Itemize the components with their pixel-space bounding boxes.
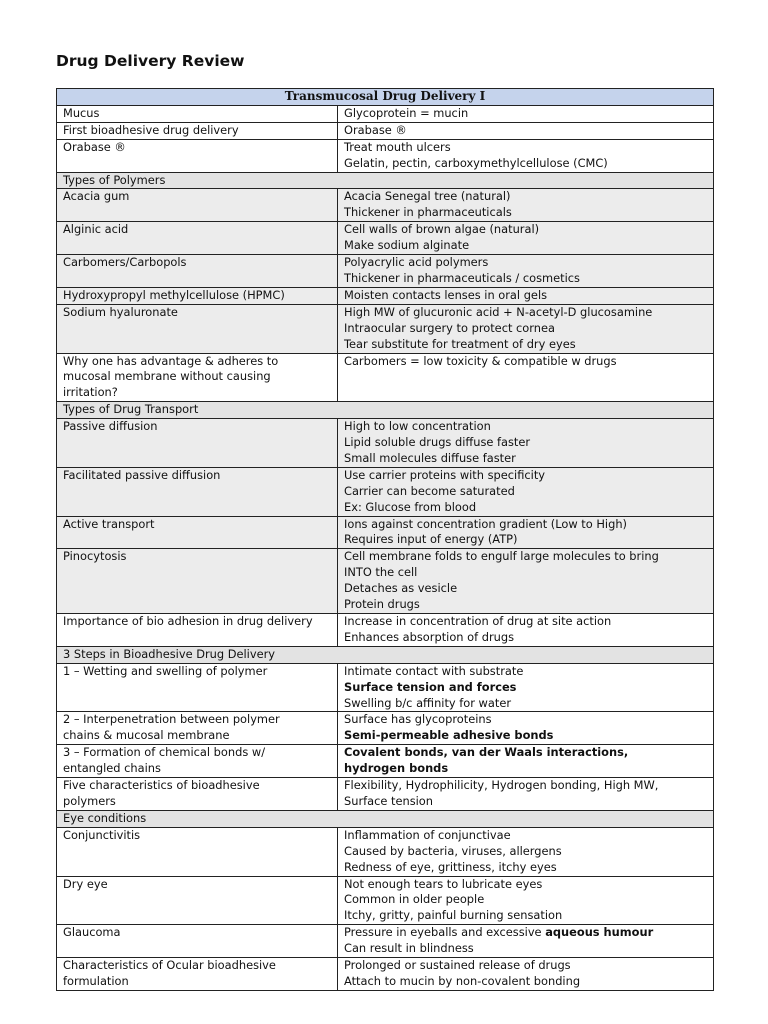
definition-cell — [338, 614, 714, 647]
term-cell — [57, 222, 338, 255]
definition-text: Attach to mucin by non-covalent bonding — [344, 973, 581, 988]
section-header-row — [57, 810, 714, 827]
page-title: Drug Delivery Review — [56, 52, 245, 70]
definition-text: Cell membrane folds to engulf large molecules to bring — [344, 549, 659, 564]
definition-text: Gelatin, pectin, carboxymethylcellulose (CMC) — [344, 155, 608, 170]
term-text: Five characteristics of bioadhesive — [63, 778, 260, 793]
table-row — [57, 353, 714, 402]
table-row — [57, 189, 714, 222]
definition-text: Carbomers = low toxicity & compatible w drugs — [344, 353, 617, 368]
definition-emphasis: Surface tension and forces — [344, 679, 517, 694]
definition-text: Use carrier proteins with specificity — [344, 467, 546, 482]
definition-line — [344, 925, 713, 941]
definition-emphasis: aqueous humour — [545, 925, 654, 940]
table-row — [57, 105, 714, 122]
term-cell — [57, 778, 338, 811]
definition-cell — [338, 516, 714, 549]
term-text: Hydroxypropyl methylcellulose (HPMC) — [63, 287, 285, 302]
term-text: Mucus — [63, 105, 100, 120]
table-row — [57, 304, 714, 353]
definition-emphasis: Semi-permeable adhesive bonds — [344, 728, 554, 743]
section-header: Types of Drug Transport — [57, 402, 714, 419]
definition-cell — [338, 925, 714, 958]
definition-text: Caused by bacteria, viruses, allergens — [344, 843, 562, 858]
definition-emphasis: Covalent bonds, van der Waals interactions, — [344, 745, 629, 760]
term-text: Dry eye — [63, 876, 108, 891]
table-title: Transmucosal Drug Delivery I — [57, 89, 714, 106]
definition-text: Cell walls of brown algae (natural) — [344, 222, 540, 237]
term-cell — [57, 712, 338, 745]
term-text: irritation? — [63, 385, 118, 400]
term-text: Sodium hyaluronate — [63, 304, 178, 319]
definition-text: Surface has glycoproteins — [344, 712, 492, 727]
definition-text: Flexibility, Hydrophilicity, Hydrogen bonding, High MW, — [344, 778, 659, 793]
definition-text: Redness of eye, grittiness, itchy eyes — [344, 859, 557, 874]
term-text: chains & mucosal membrane — [63, 728, 230, 743]
term-text: 2 – Interpenetration between polymer — [63, 712, 280, 727]
term-text: polymers — [63, 793, 116, 808]
term-cell — [57, 122, 338, 139]
definition-cell — [338, 353, 714, 402]
table-row — [57, 122, 714, 139]
term-text: Carbomers/Carbopols — [63, 255, 187, 270]
definition-text: Not enough tears to lubricate eyes — [344, 876, 543, 891]
term-text: 3 – Formation of chemical bonds w/ — [63, 745, 266, 760]
definition-text: Polyacrylic acid polymers — [344, 255, 489, 270]
review-table — [56, 88, 714, 991]
definition-text: Enhances absorption of drugs — [344, 629, 515, 644]
term-cell — [57, 663, 338, 712]
definition-cell — [338, 958, 714, 991]
definition-cell — [338, 467, 714, 516]
table-row — [57, 139, 714, 172]
table-row — [57, 876, 714, 925]
table-row — [57, 516, 714, 549]
term-text: Why one has advantage & adheres to — [63, 353, 279, 368]
section-header: Types of Polymers — [57, 172, 714, 189]
definition-text: Itchy, gritty, painful burning sensation — [344, 908, 563, 923]
definition-text: Acacia Senegal tree (natural) — [344, 189, 511, 204]
definition-text: Inflammation of conjunctivae — [344, 827, 511, 842]
term-text: Active transport — [63, 516, 155, 531]
table-row — [57, 745, 714, 778]
definition-text: Ions against concentration gradient (Low to High) — [344, 516, 627, 531]
definition-text: Intraocular surgery to protect cornea — [344, 320, 555, 335]
term-text: Characteristics of Ocular bioadhesive — [63, 958, 276, 973]
table-row — [57, 925, 714, 958]
table-row — [57, 663, 714, 712]
definition-text: Thickener in pharmaceuticals — [344, 205, 512, 220]
definition-text: Can result in blindness — [344, 941, 474, 956]
definition-text: Surface tension — [344, 793, 433, 808]
term-cell — [57, 419, 338, 468]
term-cell — [57, 827, 338, 876]
definition-cell — [338, 105, 714, 122]
definition-text: High MW of glucuronic acid + N-acetyl-D glucosamine — [344, 304, 653, 319]
table-row — [57, 614, 714, 647]
definition-text: Carrier can become saturated — [344, 483, 515, 498]
term-text: mucosal membrane without causing — [63, 369, 271, 384]
term-cell — [57, 958, 338, 991]
table-row — [57, 778, 714, 811]
term-cell — [57, 516, 338, 549]
term-text: entangled chains — [63, 761, 161, 776]
table-row — [57, 549, 714, 614]
definition-text: Intimate contact with substrate — [344, 663, 524, 678]
term-cell — [57, 189, 338, 222]
term-cell — [57, 139, 338, 172]
term-text: Passive diffusion — [63, 419, 158, 434]
definition-text: Requires input of energy (ATP) — [344, 532, 518, 547]
table-row — [57, 287, 714, 304]
section-header-row — [57, 402, 714, 419]
definition-text: High to low concentration — [344, 419, 491, 434]
definition-cell — [338, 304, 714, 353]
table-row — [57, 827, 714, 876]
term-text: Orabase ® — [63, 139, 126, 154]
section-header-row — [57, 646, 714, 663]
review-table-body — [57, 89, 714, 991]
definition-text: Common in older people — [344, 892, 485, 907]
definition-text: INTO the cell — [344, 565, 418, 580]
definition-text: Increase in concentration of drug at site action — [344, 614, 612, 628]
term-text: Acacia gum — [63, 189, 130, 204]
definition-cell — [338, 122, 714, 139]
term-cell — [57, 876, 338, 925]
definition-cell — [338, 827, 714, 876]
term-text: 1 – Wetting and swelling of polymer — [63, 663, 268, 678]
table-row — [57, 467, 714, 516]
term-cell — [57, 745, 338, 778]
definition-cell — [338, 663, 714, 712]
table-row — [57, 958, 714, 991]
term-text: Facilitated passive diffusion — [63, 467, 221, 482]
table-row — [57, 712, 714, 745]
definition-text: Swelling b/c affinity for water — [344, 695, 512, 710]
section-header-row — [57, 172, 714, 189]
term-text: Conjunctivitis — [63, 827, 141, 842]
definition-text: Glycoprotein = mucin — [344, 105, 469, 120]
term-text: formulation — [63, 973, 129, 988]
definition-text: Pressure in eyeballs and excessive — [344, 925, 546, 940]
section-header: 3 Steps in Bioadhesive Drug Delivery — [57, 646, 714, 663]
definition-text: Make sodium alginate — [344, 238, 470, 253]
definition-text: Orabase ® — [344, 122, 407, 137]
term-cell — [57, 287, 338, 304]
definition-text: Ex: Glucose from blood — [344, 499, 477, 514]
definition-cell — [338, 255, 714, 288]
table-row — [57, 419, 714, 468]
definition-text: Prolonged or sustained release of drugs — [344, 958, 571, 973]
definition-text: Treat mouth ulcers — [344, 139, 451, 154]
term-cell — [57, 105, 338, 122]
definition-cell — [338, 745, 714, 778]
term-text: Importance of bio adhesion in drug delivery — [63, 614, 313, 628]
definition-text: Small molecules diffuse faster — [344, 450, 516, 465]
term-cell — [57, 467, 338, 516]
term-cell — [57, 549, 338, 614]
term-text: Alginic acid — [63, 222, 129, 237]
definition-text: Lipid soluble drugs diffuse faster — [344, 435, 531, 450]
definition-cell — [338, 287, 714, 304]
definition-text: Protein drugs — [344, 597, 420, 612]
table-title-row — [57, 89, 714, 106]
term-text: Glaucoma — [63, 925, 121, 940]
definition-emphasis: hydrogen bonds — [344, 761, 449, 776]
section-header: Eye conditions — [57, 810, 714, 827]
term-text: First bioadhesive drug delivery — [63, 122, 239, 137]
definition-text: Detaches as vesicle — [344, 581, 458, 596]
table-row — [57, 222, 714, 255]
definition-cell — [338, 222, 714, 255]
definition-text: Thickener in pharmaceuticals / cosmetics — [344, 270, 580, 285]
definition-cell — [338, 712, 714, 745]
definition-text: Tear substitute for treatment of dry eyes — [344, 336, 576, 351]
term-cell — [57, 353, 338, 402]
table-row — [57, 255, 714, 288]
term-cell — [57, 255, 338, 288]
definition-cell — [338, 419, 714, 468]
definition-cell — [338, 189, 714, 222]
term-text: Pinocytosis — [63, 549, 127, 564]
definition-cell — [338, 549, 714, 614]
term-cell — [57, 925, 338, 958]
definition-cell — [338, 139, 714, 172]
term-cell — [57, 614, 338, 647]
definition-cell — [338, 876, 714, 925]
term-cell — [57, 304, 338, 353]
definition-text: Moisten contacts lenses in oral gels — [344, 287, 548, 302]
definition-cell — [338, 778, 714, 811]
